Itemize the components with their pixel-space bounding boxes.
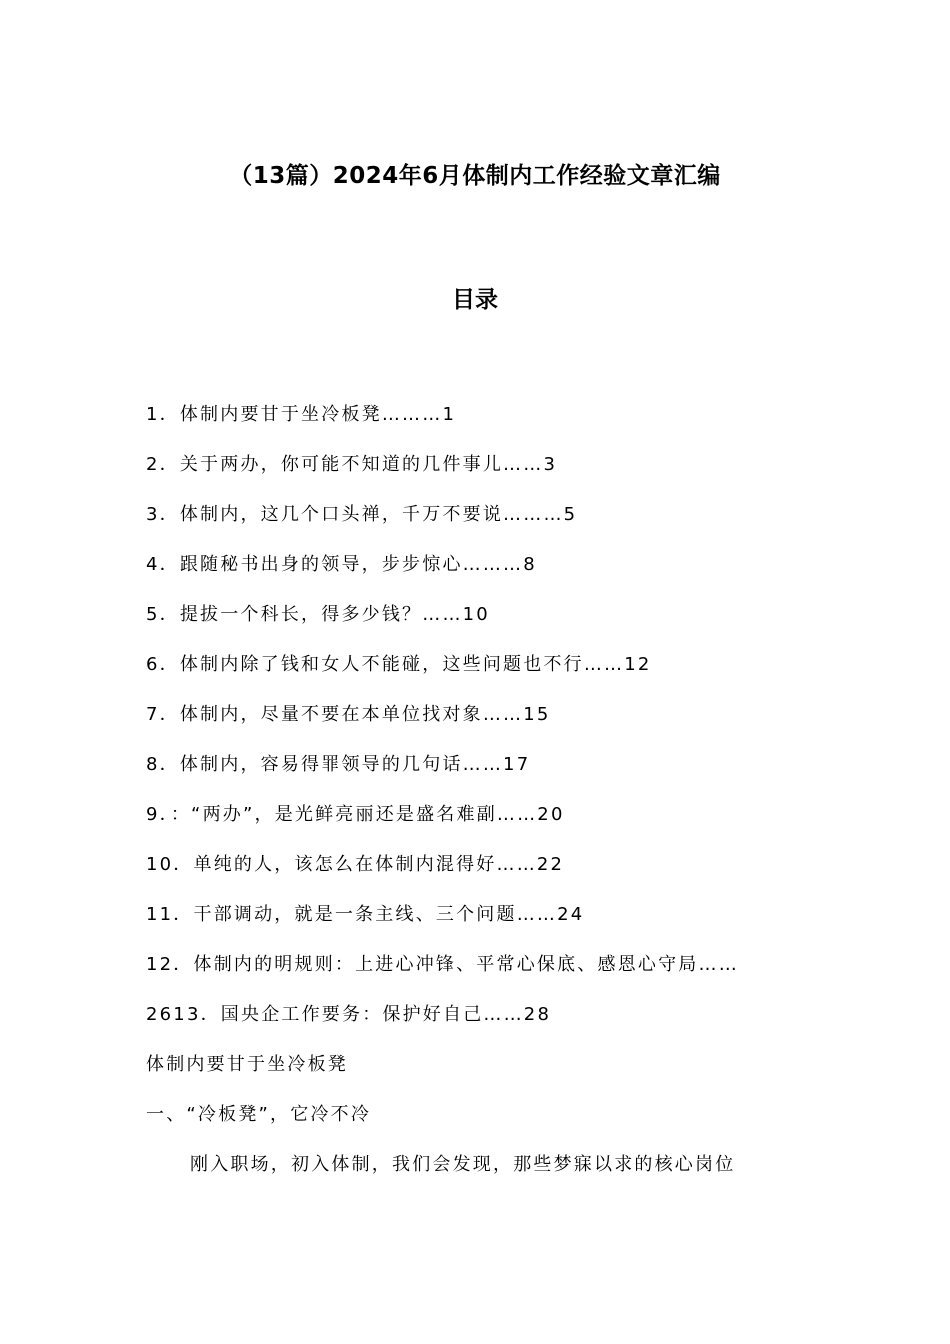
toc-entry-6[interactable]: 6．体制内除了钱和女人不能碰，这些问题也不行……12 [146, 654, 652, 675]
toc-entry-12[interactable]: 12．体制内的明规则：上进心冲锋、平常心保底、感恩心守局…… [146, 954, 739, 975]
toc-entry-10[interactable]: 10．单纯的人，该怎么在体制内混得好……22 [146, 854, 565, 875]
toc-entry-7[interactable]: 7．体制内，尽量不要在本单位找对象……15 [146, 704, 551, 725]
toc-entry-13[interactable]: 2613．国央企工作要务：保护好自己……28 [146, 1004, 552, 1025]
toc-entry-5[interactable]: 5．提拔一个科长，得多少钱？……10 [146, 604, 490, 625]
toc-entry-4[interactable]: 4．跟随秘书出身的领导，步步惊心………8 [146, 554, 537, 575]
toc-entry-1[interactable]: 1．体制内要甘于坐冷板凳………1 [146, 404, 457, 425]
toc-entry-8[interactable]: 8．体制内，容易得罪领导的几句话……17 [146, 754, 531, 775]
section-heading: 一、“冷板凳”，它冷不冷 [146, 1104, 372, 1125]
article-title: 体制内要甘于坐冷板凳 [146, 1054, 348, 1075]
table-of-contents [146, 402, 826, 1052]
toc-entry-3[interactable]: 3．体制内，这几个口头禅，千万不要说………5 [146, 504, 578, 525]
toc-entry-11[interactable]: 11．干部调动，就是一条主线、三个问题……24 [146, 904, 585, 925]
toc-entry-2[interactable]: 2．关于两办，你可能不知道的几件事儿……3 [146, 454, 558, 475]
body-paragraph: 刚入职场，初入体制，我们会发现，那些梦寐以求的核心岗位 [190, 1154, 736, 1175]
document-title: （13篇）2024年6月体制内工作经验文章汇编 [229, 163, 721, 189]
toc-entry-9[interactable]: 9．：“两办”，是光鲜亮丽还是盛名难副……20 [146, 804, 565, 825]
toc-heading: 目录 [452, 287, 498, 313]
